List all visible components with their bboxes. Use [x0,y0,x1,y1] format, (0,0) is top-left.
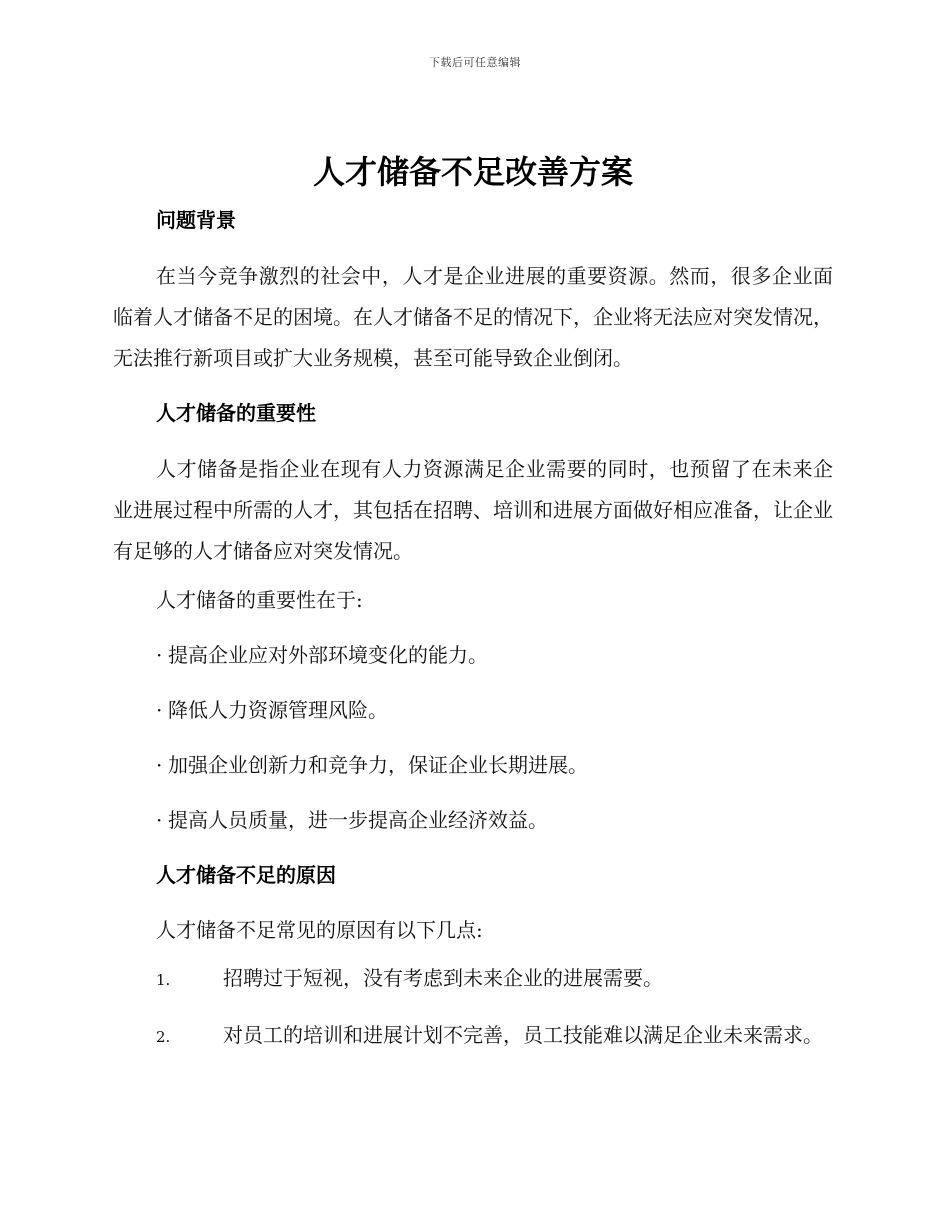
importance-bullet: · 加强企业创新力和竞争力，保证企业长期进展。 [156,753,588,777]
importance-bullet: · 提高人员质量，进一步提高企业经济效益。 [156,808,548,832]
bullet-dot-icon: · [156,643,163,667]
list-number: 1. [156,971,171,989]
importance-intro: 人才储备的重要性在于: [156,588,363,612]
section-heading-background: 问题背景 [156,208,236,232]
causes-list-item: 2. 对员工的培训和进展计划不完善，员工技能难以满足企业未来需求。 [113,1015,833,1058]
bullet-dot-icon: · [156,753,163,777]
section-heading-importance: 人才储备的重要性 [156,401,316,425]
document-body [113,150,833,1058]
importance-bullet: · 降低人力资源管理风险。 [156,698,388,722]
bullet-dot-icon: · [156,808,163,832]
importance-bullet: · 提高企业应对外部环境变化的能力。 [156,643,488,667]
bullet-dot-icon: · [156,698,163,722]
background-paragraph: 在当今竞争激烈的社会中，人才是企业进展的重要资源。然而，很多企业面临着人才储备不足的困境。在人才储备不足的情况下，企业将无法应对突发情况，无法推行新项目或扩大业务规模，甚至可能导致企业倒闭。 [113,264,833,370]
causes-list-item: 1. 招聘过于短视，没有考虑到未来企业的进展需要。 [113,958,833,1001]
header-note: 下载后可任意编辑 [429,56,521,69]
list-number: 2. [156,1028,171,1046]
page-title: 人才储备不足改善方案 [312,153,633,191]
section-heading-causes: 人才储备不足的原因 [156,863,336,887]
causes-intro: 人才储备不足常见的原因有以下几点: [156,918,483,942]
importance-paragraph: 人才储备是指企业在现有人力资源满足企业需要的同时，也预留了在未来企业进展过程中所需的人才，其包括在招聘、培训和进展方面做好相应准备，让企业有足够的人才储备应对突发情况。 [113,457,833,563]
